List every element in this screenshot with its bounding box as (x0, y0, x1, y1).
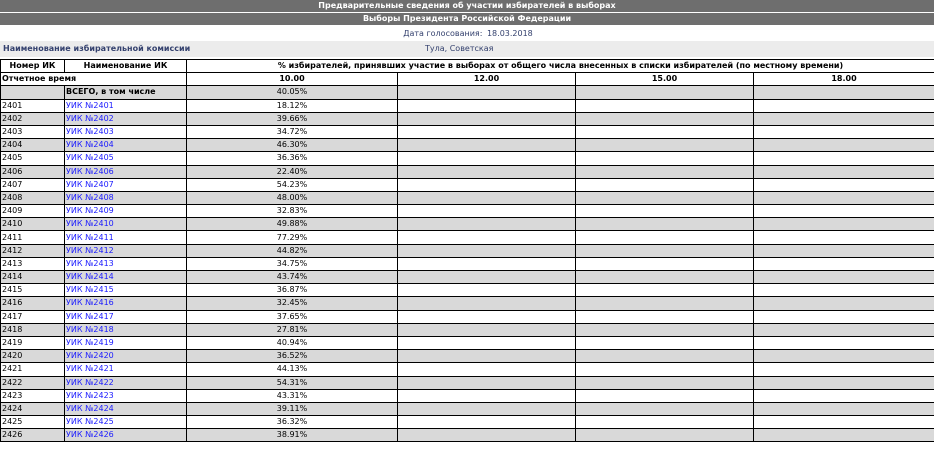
commission-number: 2404 (1, 139, 65, 152)
commission-link[interactable]: УИК №2406 (66, 166, 114, 176)
commission-number: 2419 (1, 336, 65, 349)
total-value (754, 86, 934, 99)
commission-link[interactable]: УИК №2418 (66, 324, 114, 334)
turnout-value: 77.29% (187, 231, 398, 244)
table-row (1, 152, 934, 165)
commission-number: 2403 (1, 125, 65, 138)
table-row (1, 112, 934, 125)
turnout-value (576, 152, 754, 165)
commission-link[interactable]: УИК №2422 (66, 377, 114, 387)
turnout-value (754, 323, 934, 336)
turnout-value (576, 310, 754, 323)
commission-number: 2412 (1, 244, 65, 257)
turnout-value: 44.82% (187, 244, 398, 257)
turnout-value (576, 336, 754, 349)
turnout-value (398, 99, 576, 112)
turnout-value: 40.94% (187, 336, 398, 349)
turnout-value (754, 165, 934, 178)
turnout-value (754, 152, 934, 165)
turnout-value (576, 244, 754, 257)
commission-link[interactable]: УИК №2414 (66, 272, 114, 282)
turnout-value (754, 178, 934, 191)
turnout-value (398, 376, 576, 389)
turnout-value: 22.40% (187, 165, 398, 178)
turnout-value (754, 376, 934, 389)
turnout-value (754, 350, 934, 363)
report-time-label: Отчетное время (1, 73, 187, 86)
total-row (1, 86, 934, 99)
turnout-value (754, 389, 934, 402)
commission-link[interactable]: УИК №2405 (66, 153, 114, 163)
turnout-value (754, 297, 934, 310)
turnout-value: 49.88% (187, 218, 398, 231)
turnout-value (576, 350, 754, 363)
turnout-value: 46.30% (187, 139, 398, 152)
commission-number: 2410 (1, 218, 65, 231)
turnout-value (754, 363, 934, 376)
turnout-value (398, 284, 576, 297)
table-row (1, 363, 934, 376)
commission-number: 2423 (1, 389, 65, 402)
commission-name-cell (65, 218, 187, 231)
commission-name-cell (65, 376, 187, 389)
commission-name-cell (65, 152, 187, 165)
turnout-value: 34.72% (187, 125, 398, 138)
total-value (576, 86, 754, 99)
commission-link[interactable]: УИК №2423 (66, 390, 114, 400)
turnout-value: 38.91% (187, 429, 398, 442)
table-row (1, 191, 934, 204)
turnout-value: 37.65% (187, 310, 398, 323)
commission-link[interactable]: УИК №2417 (66, 311, 114, 321)
turnout-value (398, 271, 576, 284)
turnout-value (576, 257, 754, 270)
commission-number: 2424 (1, 402, 65, 415)
table-row (1, 323, 934, 336)
commission-name-cell (65, 139, 187, 152)
turnout-value: 54.31% (187, 376, 398, 389)
turnout-value (754, 416, 934, 429)
commission-number: 2414 (1, 271, 65, 284)
table-row (1, 271, 934, 284)
turnout-value (398, 350, 576, 363)
table-row (1, 231, 934, 244)
turnout-value (576, 112, 754, 125)
total-value: 40.05% (187, 86, 398, 99)
election-name-bar: Выборы Президента Российской Федерации (0, 13, 934, 26)
total-label: ВСЕГО, в том числе (65, 86, 187, 99)
commission-number: 2415 (1, 284, 65, 297)
turnout-value: 43.31% (187, 389, 398, 402)
commission-link[interactable]: УИК №2412 (66, 245, 114, 255)
commission-number: 2420 (1, 350, 65, 363)
commission-number: 2411 (1, 231, 65, 244)
commission-link[interactable]: УИК №2415 (66, 285, 114, 295)
commission-link[interactable]: УИК №2424 (66, 403, 114, 413)
time-header: 12.00 (398, 73, 576, 86)
turnout-value: 32.83% (187, 205, 398, 218)
turnout-value (398, 205, 576, 218)
commission-name-cell (65, 112, 187, 125)
commission-number: 2426 (1, 429, 65, 442)
table-row (1, 336, 934, 349)
turnout-value: 54.23% (187, 178, 398, 191)
commission-link[interactable]: УИК №2410 (66, 219, 114, 229)
commission-link[interactable]: УИК №2411 (66, 232, 114, 242)
commission-name-cell (65, 231, 187, 244)
table-row (1, 178, 934, 191)
commission-name-cell (65, 244, 187, 257)
commission-link[interactable]: УИК №2416 (66, 298, 114, 308)
turnout-value: 36.36% (187, 152, 398, 165)
commission-name-cell (65, 363, 187, 376)
turnout-value (576, 191, 754, 204)
commission-link[interactable]: УИК №2426 (66, 430, 114, 440)
table-row (1, 218, 934, 231)
turnout-value (754, 125, 934, 138)
commission-link[interactable]: УИК №2420 (66, 351, 114, 361)
table-row (1, 376, 934, 389)
table-row (1, 297, 934, 310)
turnout-value (398, 152, 576, 165)
commission-link[interactable]: УИК №2403 (66, 127, 114, 137)
voting-date (0, 27, 934, 40)
turnout-value (398, 389, 576, 402)
commission-link[interactable]: УИК №2402 (66, 113, 114, 123)
turnout-value: 43.74% (187, 271, 398, 284)
turnout-value (576, 205, 754, 218)
turnout-value (576, 271, 754, 284)
turnout-value: 36.52% (187, 350, 398, 363)
commission-name-cell (65, 191, 187, 204)
turnout-value: 48.00% (187, 191, 398, 204)
commission-link[interactable]: УИК №2413 (66, 258, 114, 268)
turnout-value (398, 112, 576, 125)
turnout-value (398, 323, 576, 336)
turnout-value (576, 376, 754, 389)
turnout-value: 36.87% (187, 284, 398, 297)
commission-link[interactable]: УИК №2421 (66, 364, 114, 374)
commission-name-cell (65, 271, 187, 284)
commission-name-cell (65, 336, 187, 349)
turnout-value (398, 297, 576, 310)
col-header-percent: % избирателей, принявших участие в выборах от общего числа внесенных в списки избирателей (по местному времени) (187, 60, 934, 73)
table-row (1, 350, 934, 363)
commission-link[interactable]: УИК №2407 (66, 179, 114, 189)
commission-number: 2406 (1, 165, 65, 178)
commission-name-cell (65, 297, 187, 310)
commission-name-cell (65, 323, 187, 336)
table-row (1, 429, 934, 442)
turnout-value (754, 271, 934, 284)
commission-name-cell (65, 429, 187, 442)
time-header: 15.00 (576, 73, 754, 86)
commission-number: 2407 (1, 178, 65, 191)
time-header: 10.00 (187, 73, 398, 86)
table-row (1, 257, 934, 270)
commission-value: Тула, Советская (425, 44, 494, 53)
turnout-value (754, 218, 934, 231)
commission-number: 2416 (1, 297, 65, 310)
turnout-value (576, 139, 754, 152)
voting-date-label: Дата голосования: (403, 29, 483, 38)
turnout-value (576, 178, 754, 191)
table-row (1, 244, 934, 257)
commission-link[interactable]: УИК №2419 (66, 338, 114, 348)
turnout-value (398, 363, 576, 376)
turnout-value (576, 99, 754, 112)
report-title-bar: Предварительные сведения об участии избирателей в выборах (0, 0, 934, 13)
col-header-name: Наименование ИК (65, 60, 187, 73)
turnout-value (754, 284, 934, 297)
turnout-value (576, 165, 754, 178)
commission-number: 2417 (1, 310, 65, 323)
turnout-table (0, 59, 934, 442)
turnout-value (754, 112, 934, 125)
turnout-value (398, 310, 576, 323)
table-row (1, 402, 934, 415)
turnout-value (398, 257, 576, 270)
turnout-value: 39.66% (187, 112, 398, 125)
commission-name-cell (65, 416, 187, 429)
commission-number: 2413 (1, 257, 65, 270)
commission-link[interactable]: УИК №2401 (66, 100, 114, 110)
commission-number: 2408 (1, 191, 65, 204)
turnout-value (754, 257, 934, 270)
turnout-value (576, 284, 754, 297)
turnout-value (398, 244, 576, 257)
commission-name-cell (65, 310, 187, 323)
commission-name-cell (65, 389, 187, 402)
commission-name-cell (65, 99, 187, 112)
turnout-value (398, 336, 576, 349)
turnout-value (754, 310, 934, 323)
turnout-value (398, 191, 576, 204)
turnout-value (576, 323, 754, 336)
turnout-value (576, 416, 754, 429)
turnout-value (398, 139, 576, 152)
commission-number: 2402 (1, 112, 65, 125)
commission-link[interactable]: УИК №2425 (66, 417, 114, 427)
turnout-value (398, 416, 576, 429)
turnout-value (576, 429, 754, 442)
turnout-value (754, 244, 934, 257)
turnout-value (398, 125, 576, 138)
commission-link[interactable]: УИК №2409 (66, 206, 114, 216)
total-value (398, 86, 576, 99)
turnout-value (576, 297, 754, 310)
table-row (1, 389, 934, 402)
turnout-value (754, 99, 934, 112)
turnout-value (754, 139, 934, 152)
turnout-value (398, 402, 576, 415)
table-row (1, 310, 934, 323)
commission-row (0, 41, 934, 57)
turnout-value: 39.11% (187, 402, 398, 415)
voting-date-value: 18.03.2018 (486, 29, 533, 38)
commission-number: 2405 (1, 152, 65, 165)
table-row (1, 125, 934, 138)
turnout-value (754, 402, 934, 415)
turnout-value (398, 231, 576, 244)
col-header-number: Номер ИК (1, 60, 65, 73)
turnout-value (576, 402, 754, 415)
table-row (1, 416, 934, 429)
commission-name-cell (65, 257, 187, 270)
turnout-value (398, 218, 576, 231)
commission-label: Наименование избирательной комиссии (3, 44, 191, 53)
commission-number: 2401 (1, 99, 65, 112)
turnout-value (754, 336, 934, 349)
turnout-value: 27.81% (187, 323, 398, 336)
turnout-value (754, 205, 934, 218)
turnout-value (398, 429, 576, 442)
turnout-value (754, 429, 934, 442)
commission-number: 2409 (1, 205, 65, 218)
commission-name-cell (65, 205, 187, 218)
turnout-value: 18.12% (187, 99, 398, 112)
table-row (1, 284, 934, 297)
commission-number: 2418 (1, 323, 65, 336)
turnout-value (398, 178, 576, 191)
time-header-row (1, 73, 934, 86)
commission-number: 2425 (1, 416, 65, 429)
commission-number: 2421 (1, 363, 65, 376)
time-header: 18.00 (754, 73, 934, 86)
table-body (1, 86, 934, 442)
commission-name-cell (65, 178, 187, 191)
commission-name-cell (65, 125, 187, 138)
turnout-value: 44.13% (187, 363, 398, 376)
table-row (1, 165, 934, 178)
commission-name-cell (65, 284, 187, 297)
commission-name-cell (65, 165, 187, 178)
turnout-value (576, 389, 754, 402)
table-row (1, 99, 934, 112)
turnout-value (576, 125, 754, 138)
turnout-value (754, 191, 934, 204)
table-row (1, 139, 934, 152)
total-number-cell (1, 86, 65, 99)
commission-number: 2422 (1, 376, 65, 389)
turnout-value (576, 231, 754, 244)
turnout-value (576, 218, 754, 231)
turnout-value (398, 165, 576, 178)
table-row (1, 205, 934, 218)
commission-link[interactable]: УИК №2408 (66, 192, 114, 202)
commission-link[interactable]: УИК №2404 (66, 140, 114, 150)
turnout-value (754, 231, 934, 244)
commission-name-cell (65, 350, 187, 363)
turnout-value: 34.75% (187, 257, 398, 270)
turnout-value: 32.45% (187, 297, 398, 310)
table-header-row (1, 60, 934, 73)
commission-name-cell (65, 402, 187, 415)
turnout-value (576, 363, 754, 376)
turnout-value: 36.32% (187, 416, 398, 429)
